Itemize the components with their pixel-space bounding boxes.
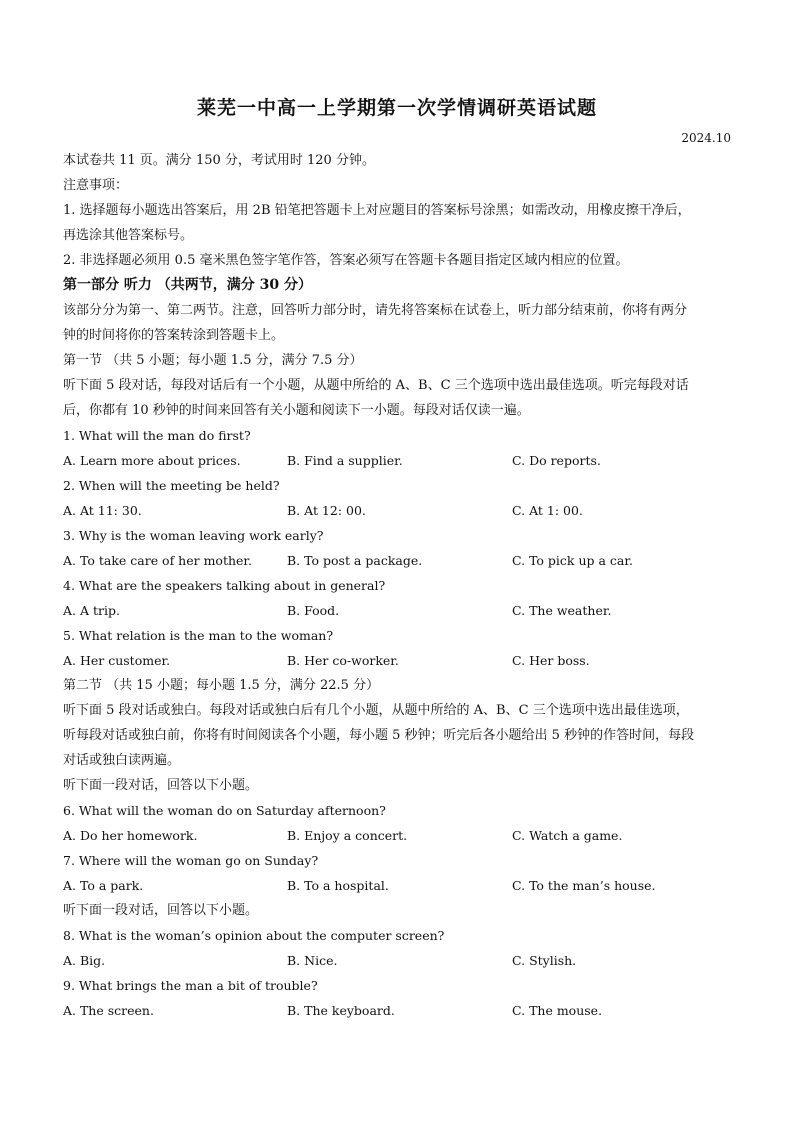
question-text: 6. What will the woman do on Saturday afternoon? — [63, 803, 386, 818]
intro-line: 再选涂其他答案标号。 — [63, 228, 194, 243]
question-text: 2. When will the meeting be held? — [63, 478, 280, 493]
intro-block — [63, 148, 731, 273]
option-c: C. The weather. — [512, 603, 612, 618]
option-b: B. Nice. — [287, 953, 338, 968]
exam-title: 莱芜一中高一上学期第一次学情调研英语试题 — [196, 97, 597, 119]
dialogue-instruction: 听下面一段对话，回答以下小题。 — [63, 903, 259, 918]
option-row — [63, 448, 731, 473]
part1-desc-line: 钟的时间将你的答案转涂到答题卡上。 — [63, 328, 285, 343]
questions-section2a — [63, 798, 731, 898]
option-c: C. Do reports. — [512, 453, 601, 468]
part1-heading: 第一部分 听力 （共两节，满分 30 分） — [63, 277, 312, 293]
intro-line: 注意事项： — [63, 178, 129, 193]
intro-line: 2. 非选择题必须用 0.5 毫米黑色签字笔作答，答案必须写在答题卡各题目指定区域内相应的位置。 — [63, 253, 629, 268]
option-c: C. The mouse. — [512, 1003, 603, 1018]
section2-desc-line: 听每段对话或独白前，你将有时间阅读各个小题，每小题 5 秒钟；听完后各小题给出 5 秒钟的作答时间，每段 — [63, 728, 695, 743]
questions-section1 — [63, 423, 731, 673]
questions-section2b — [63, 923, 731, 1023]
option-row — [63, 873, 731, 898]
option-row — [63, 648, 731, 673]
option-b: B. At 12: 00. — [287, 503, 366, 518]
option-row — [63, 948, 731, 973]
option-a: A. At 11: 30. — [63, 503, 142, 518]
section1-desc-line: 后，你都有 10 秒钟的时间来回答有关小题和阅读下一小题。每段对话仅读一遍。 — [63, 403, 530, 418]
option-b: B. To a hospital. — [287, 878, 389, 893]
option-b: B. Her co-worker. — [287, 653, 399, 668]
option-c: C. Her boss. — [512, 653, 590, 668]
option-a: A. A trip. — [63, 603, 120, 618]
section2-desc-line: 听下面 5 段对话或独白。每段对话或独白后有几个小题，从题中所给的 A、B、C 三个选项中选出最佳选项， — [63, 703, 689, 718]
option-a: A. Do her homework. — [63, 828, 198, 843]
option-b: B. Enjoy a concert. — [287, 828, 408, 843]
intro-line: 本试卷共 11 页。满分 150 分，考试用时 120 分钟。 — [63, 153, 375, 168]
question-text: 1. What will the man do first? — [63, 428, 251, 443]
option-c: C. Stylish. — [512, 953, 577, 968]
option-b: B. To post a package. — [287, 553, 423, 568]
question-text: 8. What is the woman’s opinion about the computer screen? — [63, 928, 445, 943]
exam-date: 2024.10 — [681, 131, 731, 145]
option-a: A. To take care of her mother. — [63, 553, 253, 568]
section2-desc-line: 对话或独白读两遍。 — [63, 753, 181, 768]
option-b: B. Food. — [287, 603, 340, 618]
option-b: B. The keyboard. — [287, 1003, 395, 1018]
option-a: A. Her customer. — [63, 653, 171, 668]
option-row — [63, 498, 731, 523]
option-row — [63, 823, 731, 848]
option-row — [63, 598, 731, 623]
option-c: C. To the man’s house. — [512, 878, 656, 893]
intro-line: 1. 选择题每小题选出答案后，用 2B 铅笔把答题卡上对应题目的答案标号涂黑；如需改动，用橡皮擦干净后， — [63, 203, 691, 218]
option-row — [63, 548, 731, 573]
option-a: A. Big. — [63, 953, 106, 968]
exam-page — [63, 96, 731, 1023]
question-text: 5. What relation is the man to the woman? — [63, 628, 334, 643]
option-a: A. Learn more about prices. — [63, 453, 241, 468]
section2-heading: 第二节 （共 15 小题；每小题 1.5 分，满分 22.5 分） — [63, 678, 380, 693]
option-c: C. To pick up a car. — [512, 553, 633, 568]
question-text: 9. What brings the man a bit of trouble? — [63, 978, 318, 993]
option-b: B. Find a supplier. — [287, 453, 403, 468]
question-text: 7. Where will the woman go on Sunday? — [63, 853, 319, 868]
option-c: C. At 1: 00. — [512, 503, 583, 518]
option-row — [63, 998, 731, 1023]
question-text: 4. What are the speakers talking about in general? — [63, 578, 386, 593]
question-text: 3. Why is the woman leaving work early? — [63, 528, 324, 543]
section1-desc-line: 听下面 5 段对话，每段对话后有一个小题，从题中所给的 A、B、C 三个选项中选出最佳选项。听完每段对话 — [63, 378, 689, 393]
dialogue-instruction: 听下面一段对话，回答以下小题。 — [63, 778, 259, 793]
option-a: A. The screen. — [63, 1003, 154, 1018]
option-a: A. To a park. — [63, 878, 144, 893]
section1-heading: 第一节 （共 5 小题；每小题 1.5 分，满分 7.5 分） — [63, 353, 363, 368]
part1-desc-line: 该部分分为第一、第二两节。注意，回答听力部分时，请先将答案标在试卷上，听力部分结束前，你将有两分 — [63, 303, 688, 318]
option-c: C. Watch a game. — [512, 828, 623, 843]
